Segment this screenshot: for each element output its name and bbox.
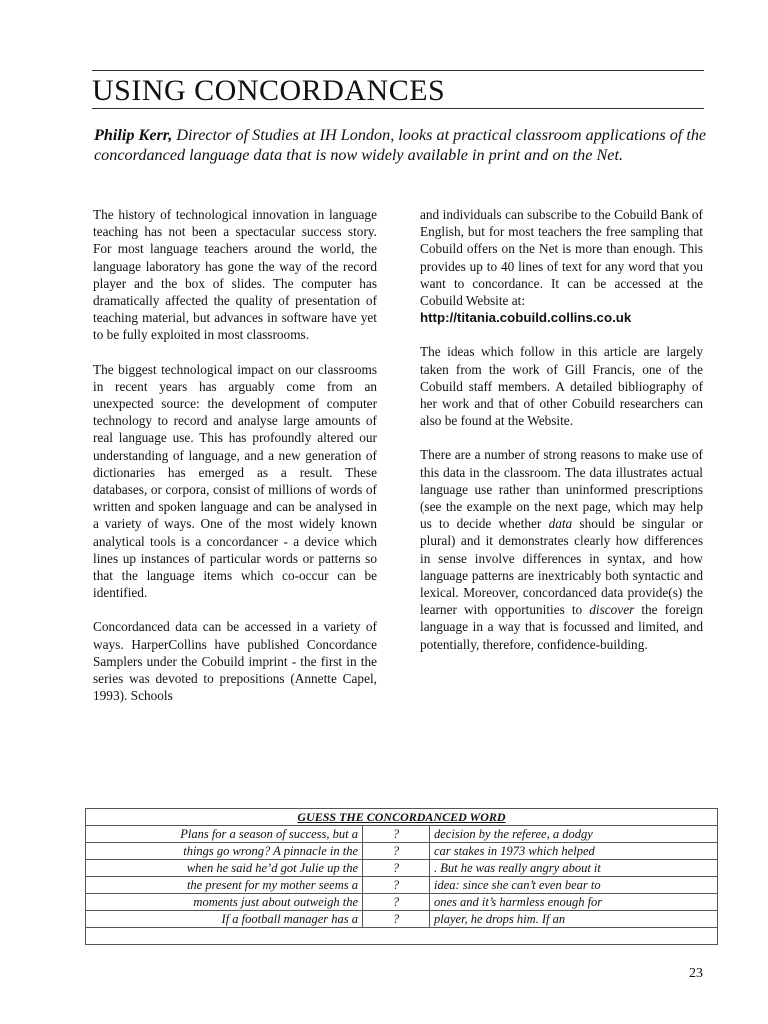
right-paragraph-2: The ideas which follow in this article are largely taken from the work of Gill Francis, one of the Cobuild staff members. A detailed bibliography of her work and that of other Cobuild researchers can also be found at the Website. <box>420 344 703 429</box>
emphasis-data: data <box>548 516 573 532</box>
title-rule-top <box>92 70 704 71</box>
table-row <box>86 843 718 860</box>
page-number: 23 <box>689 966 703 981</box>
concordance-blank: ? <box>363 911 430 928</box>
concordance-left-context: the present for my mother seems a <box>86 877 363 894</box>
right-paragraph-3-part-b: should be singular or plural) and it demonstrates clearly how differences in sense involve differences in syntax, and how language patterns are inextricably both syntactic and lexical. Moreover, concordanced data provide(s) the learner with opportunities to <box>420 516 703 618</box>
concordance-table <box>85 808 718 945</box>
concordance-right-context: . But he was really angry about it <box>430 860 718 877</box>
right-paragraph-3 <box>420 446 703 652</box>
intro-text: Director of Studies at IH London, looks at practical classroom applications of the concordanced language data that is now widely available in print and on the Net. <box>94 126 707 164</box>
concordance-right-context: player, he drops him. If an <box>430 911 718 928</box>
concordance-blank: ? <box>363 826 430 843</box>
concordance-right-context: car stakes in 1973 which helped <box>430 843 718 860</box>
left-paragraph-3: Concordanced data can be accessed in a variety of ways. HarperCollins have published Concordance Samplers under the Cobuild imprint - the first in the series was devoted to prepositions (Annette Capel, 1993). Schools <box>93 619 377 704</box>
concordance-blank: ? <box>363 843 430 860</box>
table-row <box>86 894 718 911</box>
concordance-right-context: decision by the referee, a dodgy <box>430 826 718 843</box>
left-paragraph-1: The history of technological innovation in language teaching has not been a spectacular success story. For most language teachers around the world, the language laboratory has gone the way of the record player and the box of slides. The computer has dramatically affected the quality of presentation of teaching material, but advances in software have yet to be fully exploited in most classrooms. <box>93 207 377 343</box>
table-row <box>86 911 718 928</box>
table-row <box>86 860 718 877</box>
author-name: Philip Kerr, <box>94 126 173 144</box>
right-paragraph-3-part-c: the foreign language in a way that is focussed and limited, and potentially, therefore, confidence-building. <box>420 602 704 652</box>
concordance-heading: GUESS THE CONCORDANCED WORD <box>86 809 718 826</box>
table-row <box>86 826 718 843</box>
concordance-blank: ? <box>363 894 430 911</box>
concordance-blank: ? <box>363 860 430 877</box>
title-rule-bottom <box>92 108 704 109</box>
right-paragraph-1-text: and individuals can subscribe to the Cobuild Bank of English, but for most teachers the free sampling that Cobuild offers on the Net is more than enough. This provides up to 40 lines of text for any word that you want to concordance. It can be accessed at the Cobuild Website at: <box>420 207 703 309</box>
right-column <box>420 206 703 670</box>
concordance-header-row <box>86 809 718 826</box>
concordance-left-context: things go wrong? A pinnacle in the <box>86 843 363 860</box>
concordance-left-context: Plans for a season of success, but a <box>86 826 363 843</box>
concordance-empty-row <box>86 928 718 945</box>
cobuild-url-link[interactable]: http://titania.cobuild.collins.co.uk <box>420 310 632 326</box>
right-paragraph-1 <box>420 206 703 326</box>
concordance-left-context: moments just about outweigh the <box>86 894 363 911</box>
concordance-right-context: idea: since she can’t even bear to <box>430 877 718 894</box>
left-paragraph-2: The biggest technological impact on our classrooms in recent years has arguably come from an unexpected source: the development of computer technology to record and analyse large amounts of real language use. This has profoundly altered our understanding of language, and a new generation of dictionaries has emerged as a result. These databases, or corpora, consist of millions of words of written and spoken language and can be analysed in a variety of ways. One of the most widely known analytical tools is a concordancer - a device which lines up instances of particular words or patterns so that the language items which co-occur can be identified. <box>93 361 377 601</box>
concordance-empty-cell <box>86 928 718 945</box>
emphasis-discover: discover <box>589 602 635 618</box>
table-row <box>86 877 718 894</box>
concordance-left-context: when he said he’d got Julie up the <box>86 860 363 877</box>
article-intro <box>94 126 714 165</box>
concordance-blank: ? <box>363 877 430 894</box>
page-title: USING CONCORDANCES <box>92 74 446 107</box>
right-paragraph-3-part-a: There are a number of strong reasons to make use of this data in the classroom. The data illustrates actual language use rather than uninformed prescriptions (see the example on the next page, which may help us to decide whether <box>420 447 703 532</box>
concordance-right-context: ones and it’s harmless enough for <box>430 894 718 911</box>
left-column <box>93 206 377 721</box>
concordance-left-context: If a football manager has a <box>86 911 363 928</box>
